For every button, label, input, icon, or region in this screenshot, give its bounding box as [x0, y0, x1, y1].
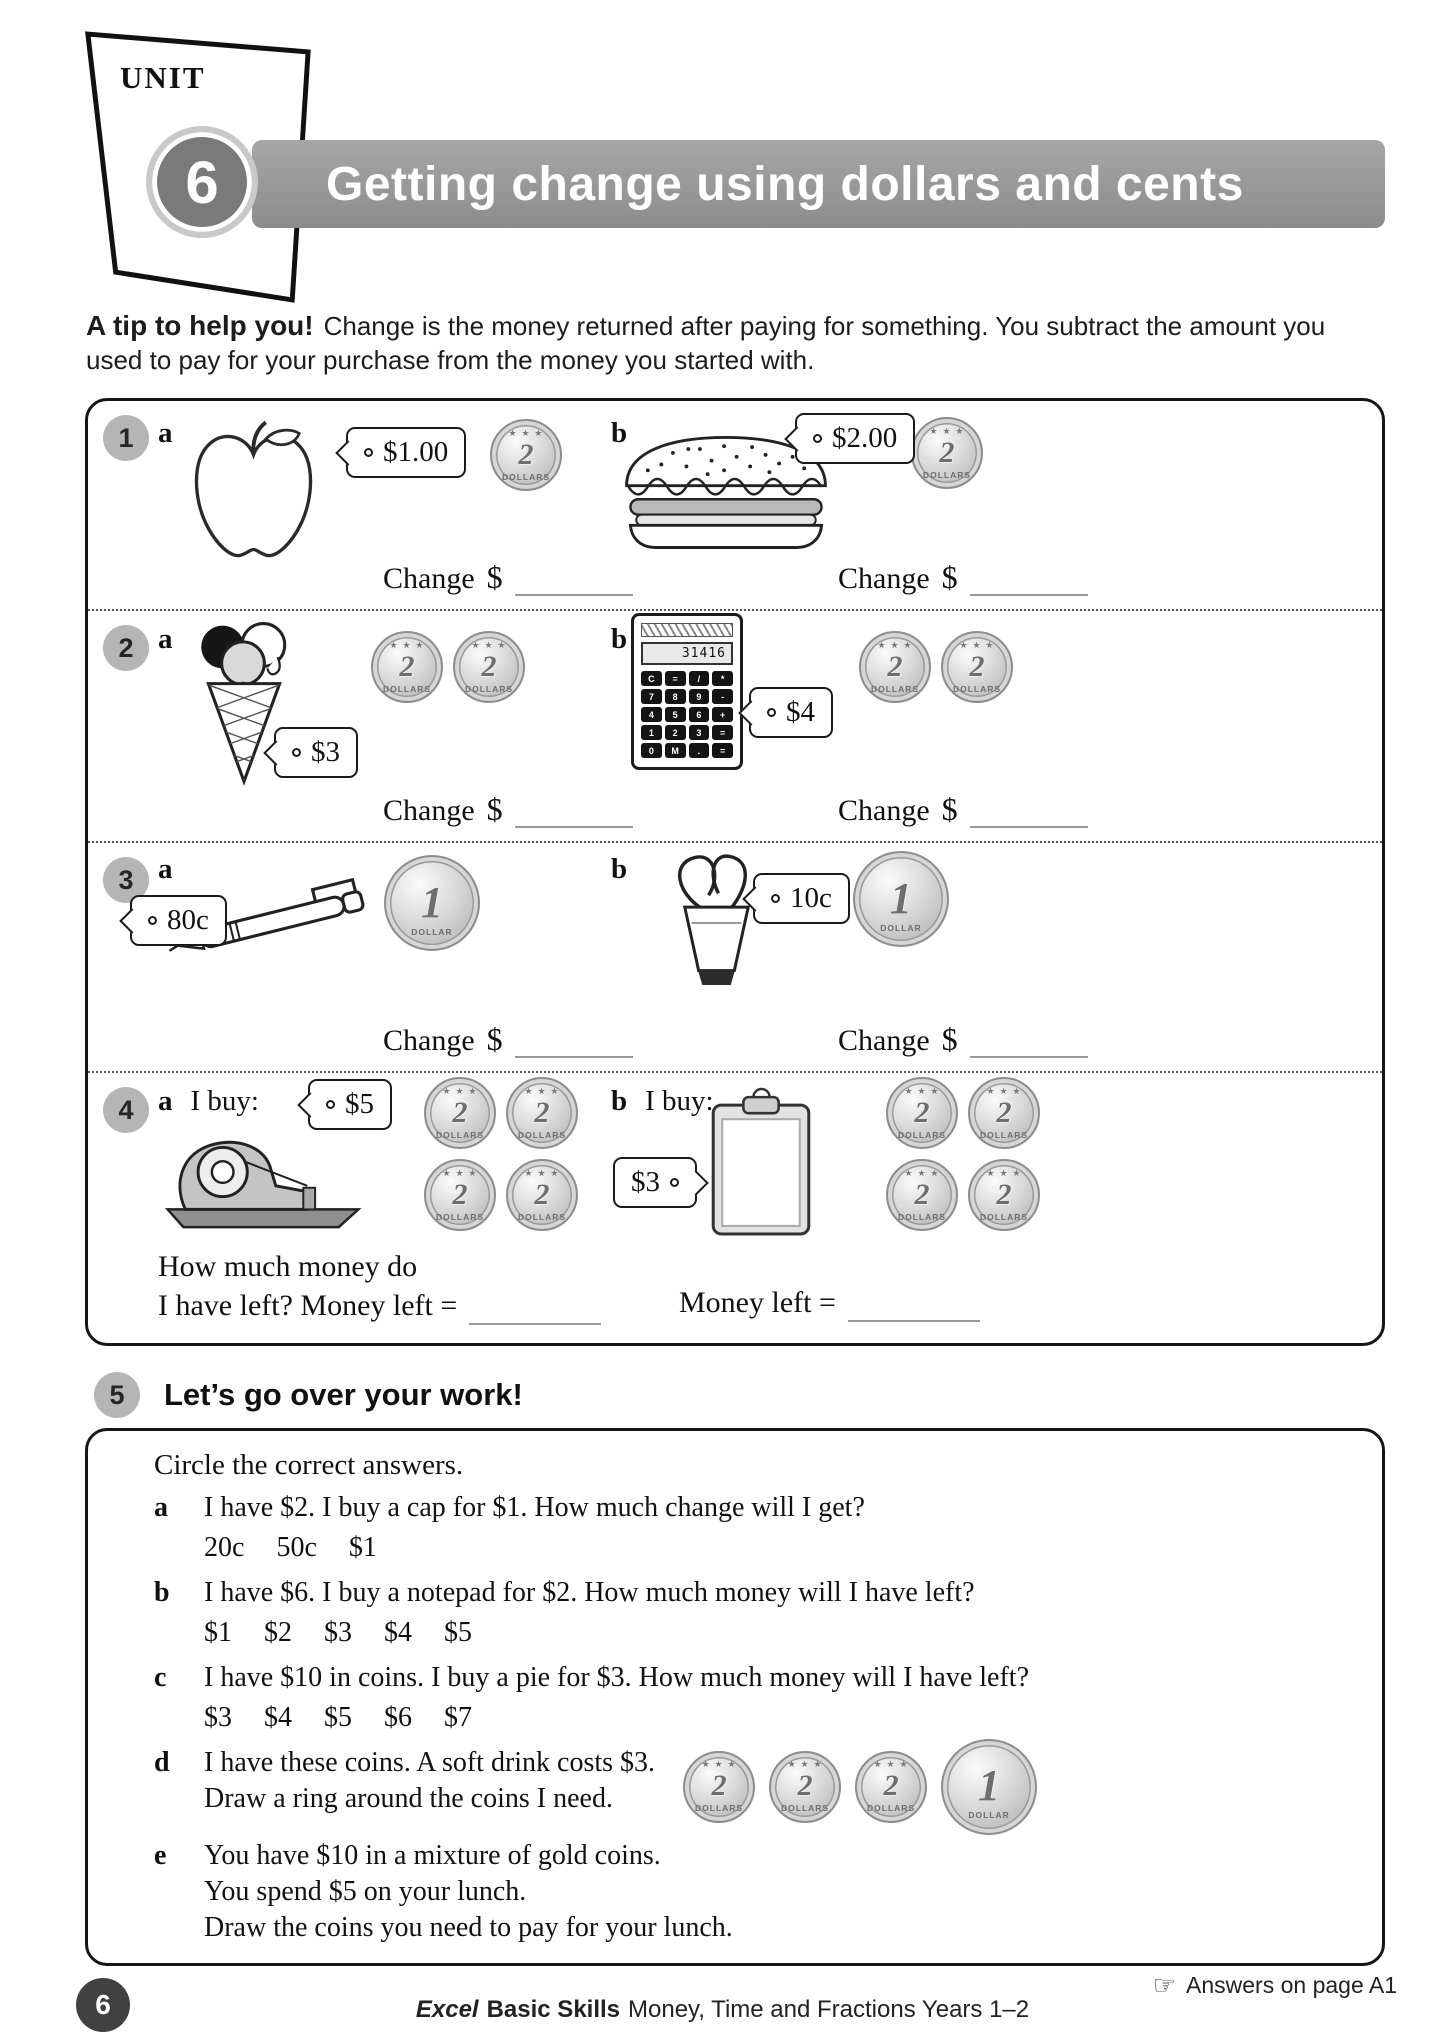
tag-hole — [767, 708, 776, 717]
coin-stars: ★ ★ ★ — [904, 1086, 940, 1097]
page-number-badge: 6 — [76, 1978, 130, 2032]
coin-value: 2 — [452, 1177, 468, 1211]
price: 80c — [167, 904, 209, 937]
coin-label: DOLLARS — [922, 469, 972, 480]
answer-option: 50c — [276, 1532, 317, 1564]
unit-number-badge — [146, 126, 258, 238]
footer — [0, 1969, 1445, 2036]
part-letter: b — [611, 1085, 628, 1118]
part-letter: b — [611, 417, 628, 450]
coin-label: DOLLARS — [870, 683, 920, 694]
question-line: Draw a ring around the coins I need. — [204, 1783, 613, 1815]
item-letter: d — [154, 1746, 170, 1778]
question-4b — [603, 1073, 1385, 1343]
change-line — [383, 559, 633, 596]
one-dollar-coin — [384, 855, 480, 951]
two-dollar-coin — [886, 1159, 958, 1231]
calculator-key: * — [712, 671, 733, 686]
coin-label: DOLLARS — [897, 1129, 947, 1140]
two-dollar-coin — [371, 631, 443, 703]
change-line — [383, 791, 633, 828]
coin-stars: ★ ★ ★ — [959, 640, 995, 651]
answers-text: Answers on page A1 — [1186, 1971, 1397, 1998]
tag-hole — [148, 916, 157, 925]
coin-label: DOLLAR — [968, 1810, 1010, 1821]
coin-label: DOLLARS — [979, 1129, 1029, 1140]
i-buy-label: I buy: — [190, 1085, 259, 1118]
question-line: Draw the coins you need to pay for your lunch. — [204, 1912, 733, 1944]
two-dollar-coin — [424, 1159, 496, 1231]
item-question: I have $6. I buy a notepad for $2. How much money will I have left? — [204, 1577, 975, 1609]
coin-value: 1 — [421, 877, 443, 927]
part-letter: b — [611, 623, 628, 656]
review-instruction: Circle the correct answers. — [154, 1449, 464, 1482]
review-item-c — [154, 1660, 1352, 1742]
change-label: Change — [383, 1024, 475, 1058]
coin-value: 1 — [978, 1761, 1001, 1811]
change-label: Change — [838, 794, 930, 828]
coin-label: DOLLARS — [781, 1803, 830, 1814]
coin-value: 2 — [914, 1095, 930, 1129]
series-bold: Basic Skills — [486, 1995, 621, 2023]
tag-hole — [364, 448, 373, 457]
coins-group — [490, 419, 562, 491]
coin-label: DOLLARS — [979, 1211, 1029, 1222]
answer-option: $7 — [444, 1701, 472, 1733]
question-lines — [204, 1838, 1352, 1947]
coin-value: 2 — [534, 1177, 550, 1211]
coins-group — [384, 855, 480, 951]
coin-label: DOLLAR — [411, 926, 453, 937]
coin-value: 2 — [996, 1177, 1012, 1211]
bulldog-clip-illustration — [659, 849, 773, 999]
dollar-sign: $ — [941, 1021, 958, 1058]
question-2a — [158, 611, 618, 841]
two-dollar-coin — [941, 631, 1013, 703]
coin-label: DOLLARS — [517, 1129, 567, 1140]
price: $3 — [631, 1166, 660, 1199]
coin-stars: ★ ★ ★ — [508, 428, 544, 439]
dollar-sign: $ — [941, 791, 958, 828]
series-rest: Money, Time and Fractions Years 1–2 — [628, 1995, 1030, 2023]
coin-value: 2 — [452, 1095, 468, 1129]
price-tag — [308, 1079, 392, 1130]
question-line: How much money do — [158, 1250, 418, 1284]
item-question: I have $2. I buy a cap for $1. How much change will I get? — [204, 1492, 865, 1524]
coin-stars: ★ ★ ★ — [986, 1168, 1022, 1179]
calculator-key: / — [689, 671, 710, 686]
calculator-key: 3 — [689, 725, 710, 740]
question-3b — [603, 843, 1385, 1071]
calculator-keypad — [641, 671, 733, 758]
calculator-solar-panel — [641, 623, 733, 637]
pointing-hand-icon: ☞ — [1152, 1969, 1177, 2000]
calculator-display: 31416 — [641, 642, 733, 665]
coin-stars: ★ ★ ★ — [442, 1086, 478, 1097]
item-content — [204, 1745, 1352, 1835]
two-dollar-coin — [968, 1077, 1040, 1149]
coin-value: 2 — [996, 1095, 1012, 1129]
price: 10c — [790, 882, 832, 915]
two-dollar-coin — [506, 1077, 578, 1149]
price: $4 — [786, 696, 815, 729]
question-line: I have these coins. A soft drink costs $3. — [204, 1746, 656, 1778]
unit-label: UNIT — [120, 60, 206, 95]
question-5-badge: 5 — [94, 1372, 140, 1418]
tag-hole — [292, 748, 301, 757]
one-dollar-coin — [941, 1739, 1037, 1835]
part-letter: b — [611, 853, 628, 886]
answer-option: $4 — [384, 1616, 412, 1648]
change-label: Change — [383, 562, 475, 596]
coin-value: 2 — [887, 649, 903, 683]
coin-value: 2 — [883, 1769, 899, 1803]
coin-label: DOLLARS — [382, 683, 432, 694]
coin-value: 2 — [939, 435, 955, 469]
coin-label: DOLLARS — [435, 1129, 485, 1140]
dollar-sign: $ — [486, 1021, 503, 1058]
tip-text: Change is the money returned after paying for something. You subtract the amount you used to pay for your purchase from the money you started with. — [86, 311, 1326, 376]
review-item-b — [154, 1575, 1352, 1657]
coin-label: DOLLARS — [501, 471, 551, 482]
coins-group — [911, 417, 983, 489]
question-1 — [88, 401, 1382, 611]
coin-stars: ★ ★ ★ — [524, 1086, 560, 1097]
coin-value: 2 — [534, 1095, 550, 1129]
question-3-badge: 3 — [103, 857, 149, 903]
review-title: Let’s go over your work! — [164, 1377, 523, 1413]
answer-option: $5 — [324, 1701, 352, 1733]
question-5-heading — [94, 1372, 1445, 1418]
question-4-badge: 4 — [103, 1087, 149, 1133]
item-content — [204, 1660, 1352, 1742]
series-brand: Excel — [415, 1995, 479, 2023]
change-line — [838, 559, 1088, 596]
change-line — [383, 1021, 633, 1058]
calculator-key: = — [665, 671, 686, 686]
item-letter: b — [154, 1577, 170, 1609]
questions-box — [85, 398, 1385, 1346]
two-dollar-coin — [424, 1077, 496, 1149]
answer-option: $4 — [264, 1701, 292, 1733]
answer-option: $1 — [204, 1616, 232, 1648]
item-letter: a — [154, 1492, 168, 1524]
question-1-badge: 1 — [103, 415, 149, 461]
review-item-a — [154, 1490, 1352, 1572]
answer-option: $2 — [264, 1616, 292, 1648]
tag-hole — [813, 434, 822, 443]
coin-label: DOLLARS — [897, 1211, 947, 1222]
dollar-sign: $ — [941, 559, 958, 596]
coin-stars: ★ ★ ★ — [904, 1168, 940, 1179]
tag-hole — [326, 1100, 335, 1109]
coins-group — [853, 851, 949, 947]
coin-value: 2 — [969, 649, 985, 683]
answer-option: $5 — [444, 1616, 472, 1648]
part-letter: a — [158, 853, 173, 886]
dollar-sign: $ — [486, 791, 503, 828]
tip — [86, 308, 1375, 378]
apple-illustration — [186, 419, 321, 564]
price-tag — [749, 687, 833, 738]
part-letter: a — [158, 623, 173, 656]
change-label: Change — [383, 794, 475, 828]
calculator-key: 6 — [689, 707, 710, 722]
answer-option: $1 — [348, 1532, 377, 1564]
calculator-key: - — [712, 689, 733, 704]
tag-hole — [670, 1178, 679, 1187]
coin-label: DOLLARS — [517, 1211, 567, 1222]
coins-group — [886, 1077, 1048, 1231]
review-item-d — [154, 1745, 1352, 1835]
money-left-question — [679, 1283, 980, 1322]
item-content — [204, 1490, 1352, 1572]
calculator-key: 9 — [689, 689, 710, 704]
price-tag — [274, 727, 358, 778]
two-dollar-coin — [859, 631, 931, 703]
change-line — [838, 791, 1088, 828]
calculator-key: = — [712, 743, 733, 758]
two-dollar-coin — [911, 417, 983, 489]
answer-blank — [970, 798, 1088, 828]
coin-stars: ★ ★ ★ — [873, 1760, 909, 1771]
question-4a — [158, 1073, 618, 1343]
two-dollar-coin — [855, 1751, 927, 1823]
coin-value: 2 — [399, 649, 415, 683]
item-content — [204, 1575, 1352, 1657]
coins-group — [859, 631, 1013, 703]
price: $2.00 — [832, 422, 898, 455]
question-line: You have $10 in a mixture of gold coins. — [204, 1839, 661, 1871]
coin-stars: ★ ★ ★ — [389, 640, 425, 651]
item-letter: e — [154, 1839, 167, 1871]
two-dollar-coin — [968, 1159, 1040, 1231]
tip-heading: A tip to help you! — [86, 310, 314, 341]
two-dollar-coin — [769, 1751, 841, 1823]
question-lines — [204, 1745, 655, 1818]
coin-value: 2 — [518, 437, 534, 471]
calculator-key: C — [641, 671, 662, 686]
coin-value: 2 — [914, 1177, 930, 1211]
coins-group — [683, 1739, 1037, 1835]
calculator-key: 5 — [665, 707, 686, 722]
change-label: Change — [838, 1024, 930, 1058]
coin-label: DOLLARS — [464, 683, 514, 694]
answer-blank — [469, 1295, 601, 1325]
answer-option: $6 — [384, 1701, 412, 1733]
answer-blank — [970, 566, 1088, 596]
coin-stars: ★ ★ ★ — [929, 426, 965, 437]
price-tag — [613, 1157, 697, 1208]
price-tag — [346, 427, 466, 478]
clipboard-illustration — [703, 1085, 819, 1241]
calculator-illustration — [631, 613, 743, 770]
two-dollar-coin — [886, 1077, 958, 1149]
price-tag — [130, 895, 227, 946]
question-2 — [88, 611, 1382, 843]
question-line: I have left? Money left = — [158, 1289, 458, 1323]
two-dollar-coin — [683, 1751, 755, 1823]
one-dollar-coin — [853, 851, 949, 947]
coin-label: DOLLARS — [952, 683, 1002, 694]
coin-value: 2 — [481, 649, 497, 683]
coin-value: 2 — [711, 1769, 727, 1803]
answer-options — [204, 1532, 1352, 1564]
i-buy-label: I buy: — [645, 1085, 714, 1118]
coin-label: DOLLARS — [867, 1803, 916, 1814]
calculator-key: + — [712, 707, 733, 722]
calculator-key: 0 — [641, 743, 662, 758]
buy-line — [611, 1085, 714, 1118]
calculator-key: . — [689, 743, 710, 758]
answer-option: $3 — [324, 1616, 352, 1648]
answer-option: 20c — [204, 1532, 245, 1564]
tape-dispenser-illustration — [158, 1115, 368, 1233]
coin-stars: ★ ★ ★ — [877, 640, 913, 651]
coin-stars: ★ ★ ★ — [701, 1760, 737, 1771]
answer-blank — [848, 1292, 980, 1322]
calculator-key: 2 — [665, 725, 686, 740]
item-question: I have $10 in coins. I buy a pie for $3. How much money will I have left? — [204, 1661, 1030, 1693]
answer-options — [204, 1702, 1352, 1734]
money-left-question — [158, 1247, 601, 1325]
page-title: Getting change using dollars and cents — [326, 157, 1244, 211]
header — [0, 0, 1445, 300]
unit-number: 6 — [185, 148, 219, 216]
answer-options — [204, 1617, 1352, 1649]
coin-label: DOLLARS — [435, 1211, 485, 1222]
two-dollar-coin — [453, 631, 525, 703]
question-3 — [88, 843, 1382, 1073]
change-line — [838, 1021, 1088, 1058]
answers-note — [1153, 1970, 1397, 2001]
price-tag — [753, 873, 850, 924]
change-label: Change — [838, 562, 930, 596]
coin-stars: ★ ★ ★ — [787, 1760, 823, 1771]
two-dollar-coin — [506, 1159, 578, 1231]
question-line: You spend $5 on your lunch. — [204, 1876, 527, 1908]
calculator-key: M — [665, 743, 686, 758]
answer-blank — [970, 1028, 1088, 1058]
question-2-badge: 2 — [103, 625, 149, 671]
title-banner — [252, 140, 1385, 228]
price: $3 — [311, 736, 340, 769]
calculator-key: 7 — [641, 689, 662, 704]
calculator-key: 4 — [641, 707, 662, 722]
question-4 — [88, 1073, 1382, 1343]
coin-stars: ★ ★ ★ — [524, 1168, 560, 1179]
calculator-key: = — [712, 725, 733, 740]
coin-label: DOLLARS — [695, 1803, 744, 1814]
coin-stars: ★ ★ ★ — [986, 1086, 1022, 1097]
question-3a — [158, 843, 618, 1071]
coin-value: 2 — [797, 1769, 813, 1803]
price-tag — [795, 413, 915, 464]
tag-hole — [771, 894, 780, 903]
part-letter: a — [158, 417, 173, 450]
two-dollar-coin — [490, 419, 562, 491]
coins-group — [424, 1077, 586, 1231]
item-content — [204, 1838, 1352, 1947]
review-box — [85, 1428, 1385, 1966]
calculator-key: 8 — [665, 689, 686, 704]
question-1a — [158, 401, 618, 609]
coin-value: 1 — [890, 873, 912, 923]
buy-line — [158, 1085, 259, 1118]
calculator-key: 1 — [641, 725, 662, 740]
coin-stars: ★ ★ ★ — [442, 1168, 478, 1179]
question-2b — [603, 611, 1385, 841]
dollar-sign: $ — [486, 559, 503, 596]
coin-stars: ★ ★ ★ — [471, 640, 507, 651]
answer-option: $3 — [204, 1701, 232, 1733]
price: $1.00 — [383, 436, 449, 469]
coin-label: DOLLAR — [880, 922, 922, 933]
part-letter: a — [158, 1085, 173, 1118]
price: $5 — [345, 1088, 374, 1121]
coins-group — [371, 631, 525, 703]
question-1b — [603, 401, 1385, 609]
review-item-e — [154, 1838, 1352, 1947]
item-letter: c — [154, 1661, 167, 1693]
question-line: Money left = — [679, 1286, 836, 1320]
